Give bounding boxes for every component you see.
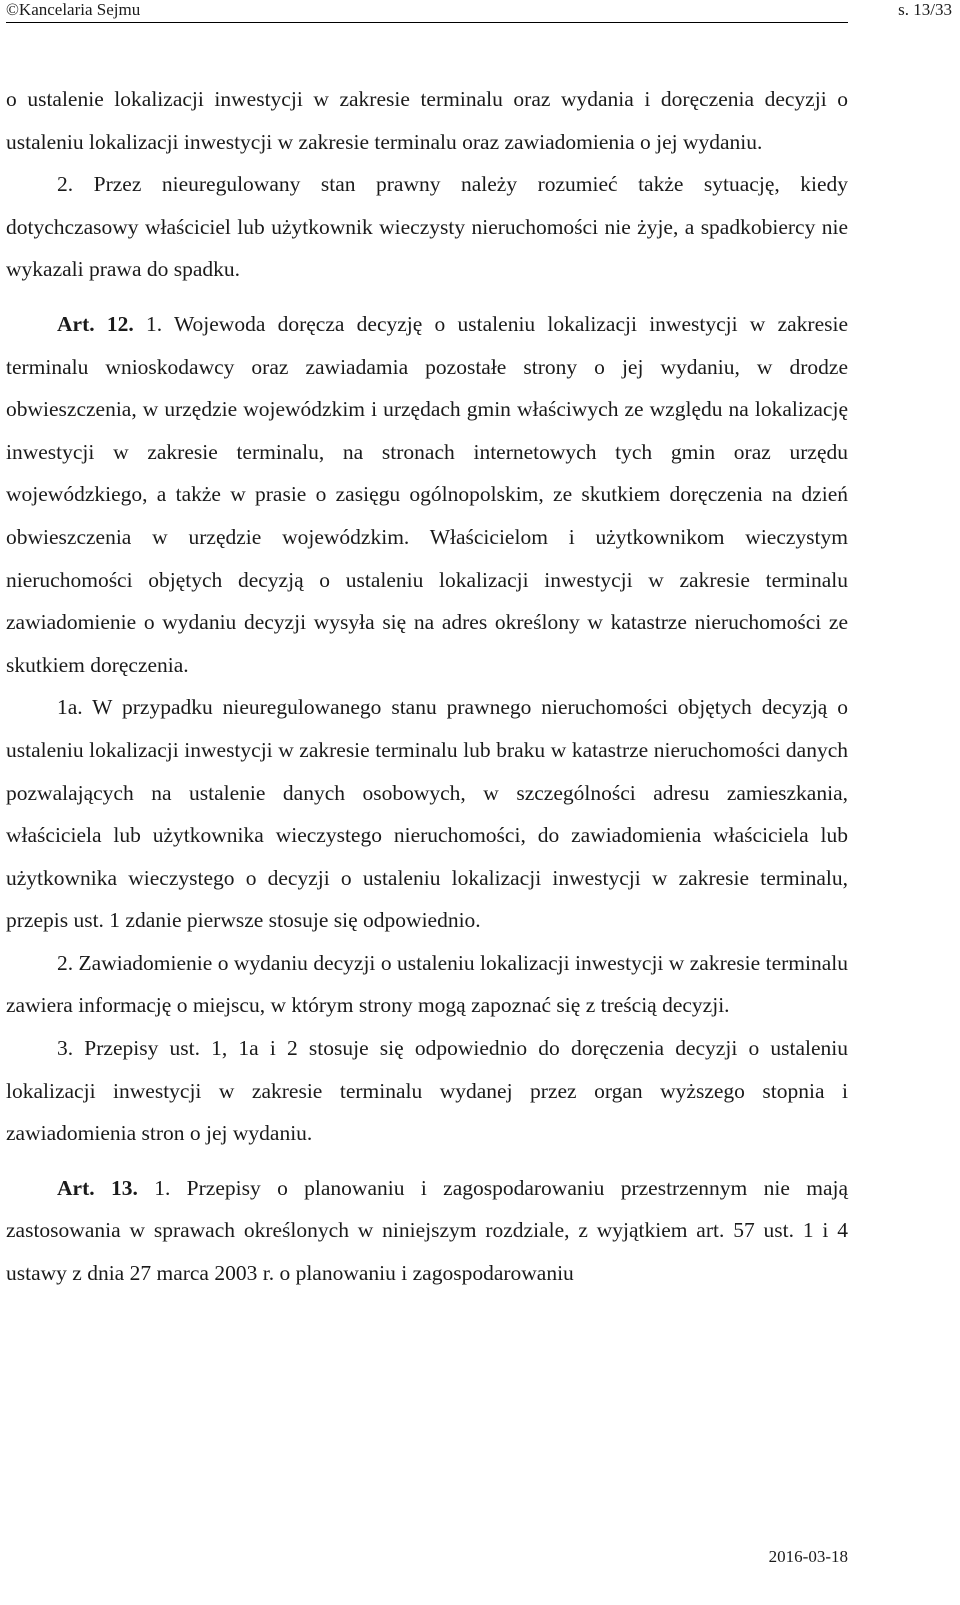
document-body: [6, 78, 848, 1295]
paragraph-art12-ust1a: 1a. W przypadku nieuregulowanego stanu prawnego nieruchomości objętych decyzją o ustaleniu lokalizacji inwestycji w zakresie terminalu lub braku w katastrze nieruchomości danych pozwalających na ustalenie danych osobowych, w szczególności adresu zamieszkania, właściciela lub użytkownika wieczystego nieruchomości, do zawiadomienia właściciela lub użytkownika wieczystego o decyzji o ustaleniu lokalizacji inwestycji w zakresie terminalu, przepis ust. 1 zdanie pierwsze stosuje się odpowiednio.: [6, 695, 848, 933]
page-header: [6, 0, 952, 23]
page-number: s. 13/33: [898, 0, 952, 19]
article-13-label: Art. 13.: [57, 1175, 138, 1200]
article-12-label: Art. 12.: [57, 311, 134, 336]
header-source: ©Kancelaria Sejmu: [6, 0, 141, 19]
paragraph-art12-ust3: 3. Przepisy ust. 1, 1a i 2 stosuje się odpowiednio do doręczenia decyzji o ustaleniu lokalizacji inwestycji w zakresie terminalu wydanej przez organ wyższego stopnia i zawiadomienia stron o jej wydaniu.: [6, 1036, 848, 1146]
paragraph-art12-ust2: 2. Zawiadomienie o wydaniu decyzji o ustaleniu lokalizacji inwestycji w zakresie terminalu zawiera informację o miejscu, w którym strony mogą zapoznać się z treścią decyzji.: [6, 950, 848, 1018]
paragraph-art12-ust1: [6, 303, 848, 686]
footer-date: 2016-03-18: [768, 1547, 848, 1566]
paragraph-art11-ust2: 2. Przez nieuregulowany stan prawny należy rozumieć także sytuację, kiedy dotychczasowy właściciel lub użytkownik wieczysty nieruchomości nie żyje, a spadkobiercy nie wykazali prawa do spadku.: [6, 172, 848, 282]
paragraph-art13-ust1: [6, 1167, 848, 1295]
paragraph-continuation: o ustalenie lokalizacji inwestycji w zakresie terminalu oraz wydania i doręczenia decyzji o ustaleniu lokalizacji inwestycji w zakresie terminalu oraz zawiadomienia o jej wydaniu.: [6, 87, 848, 154]
article-12-text: 1. Wojewoda doręcza decyzję o ustaleniu lokalizacji inwestycji w zakresie terminalu wnioskodawcy oraz zawiadamia pozostałe strony o jej wydaniu, w drodze obwieszczenia, w urzędzie wojewódzkim i urzędach gmin właściwych ze względu na lokalizację inwestycji w zakresie terminalu, na stronach internetowych tych gmin oraz urzędu wojewódzkiego, a także w prasie o zasięgu ogólnopolskim, ze skutkiem doręczenia na dzień obwieszczenia w urzędzie wojewódzkim. Właścicielom i użytkownikom wieczystym nieruchomości objętych decyzją o ustaleniu lokalizacji inwestycji w zakresie terminalu zawiadomienie o wydaniu decyzji wysyła się na adres określony w katastrze nieruchomości ze skutkiem doręczenia.: [6, 311, 848, 677]
article-13-text: 1. Przepisy o planowaniu i zagospodarowaniu przestrzennym nie mają zastosowania w sprawach określonych w niniejszym rozdziale, z wyjątkiem art. 57 ust. 1 i 4 ustawy z dnia 27 marca 2003 r. o planowaniu i zagospodarowaniu: [6, 1175, 849, 1286]
